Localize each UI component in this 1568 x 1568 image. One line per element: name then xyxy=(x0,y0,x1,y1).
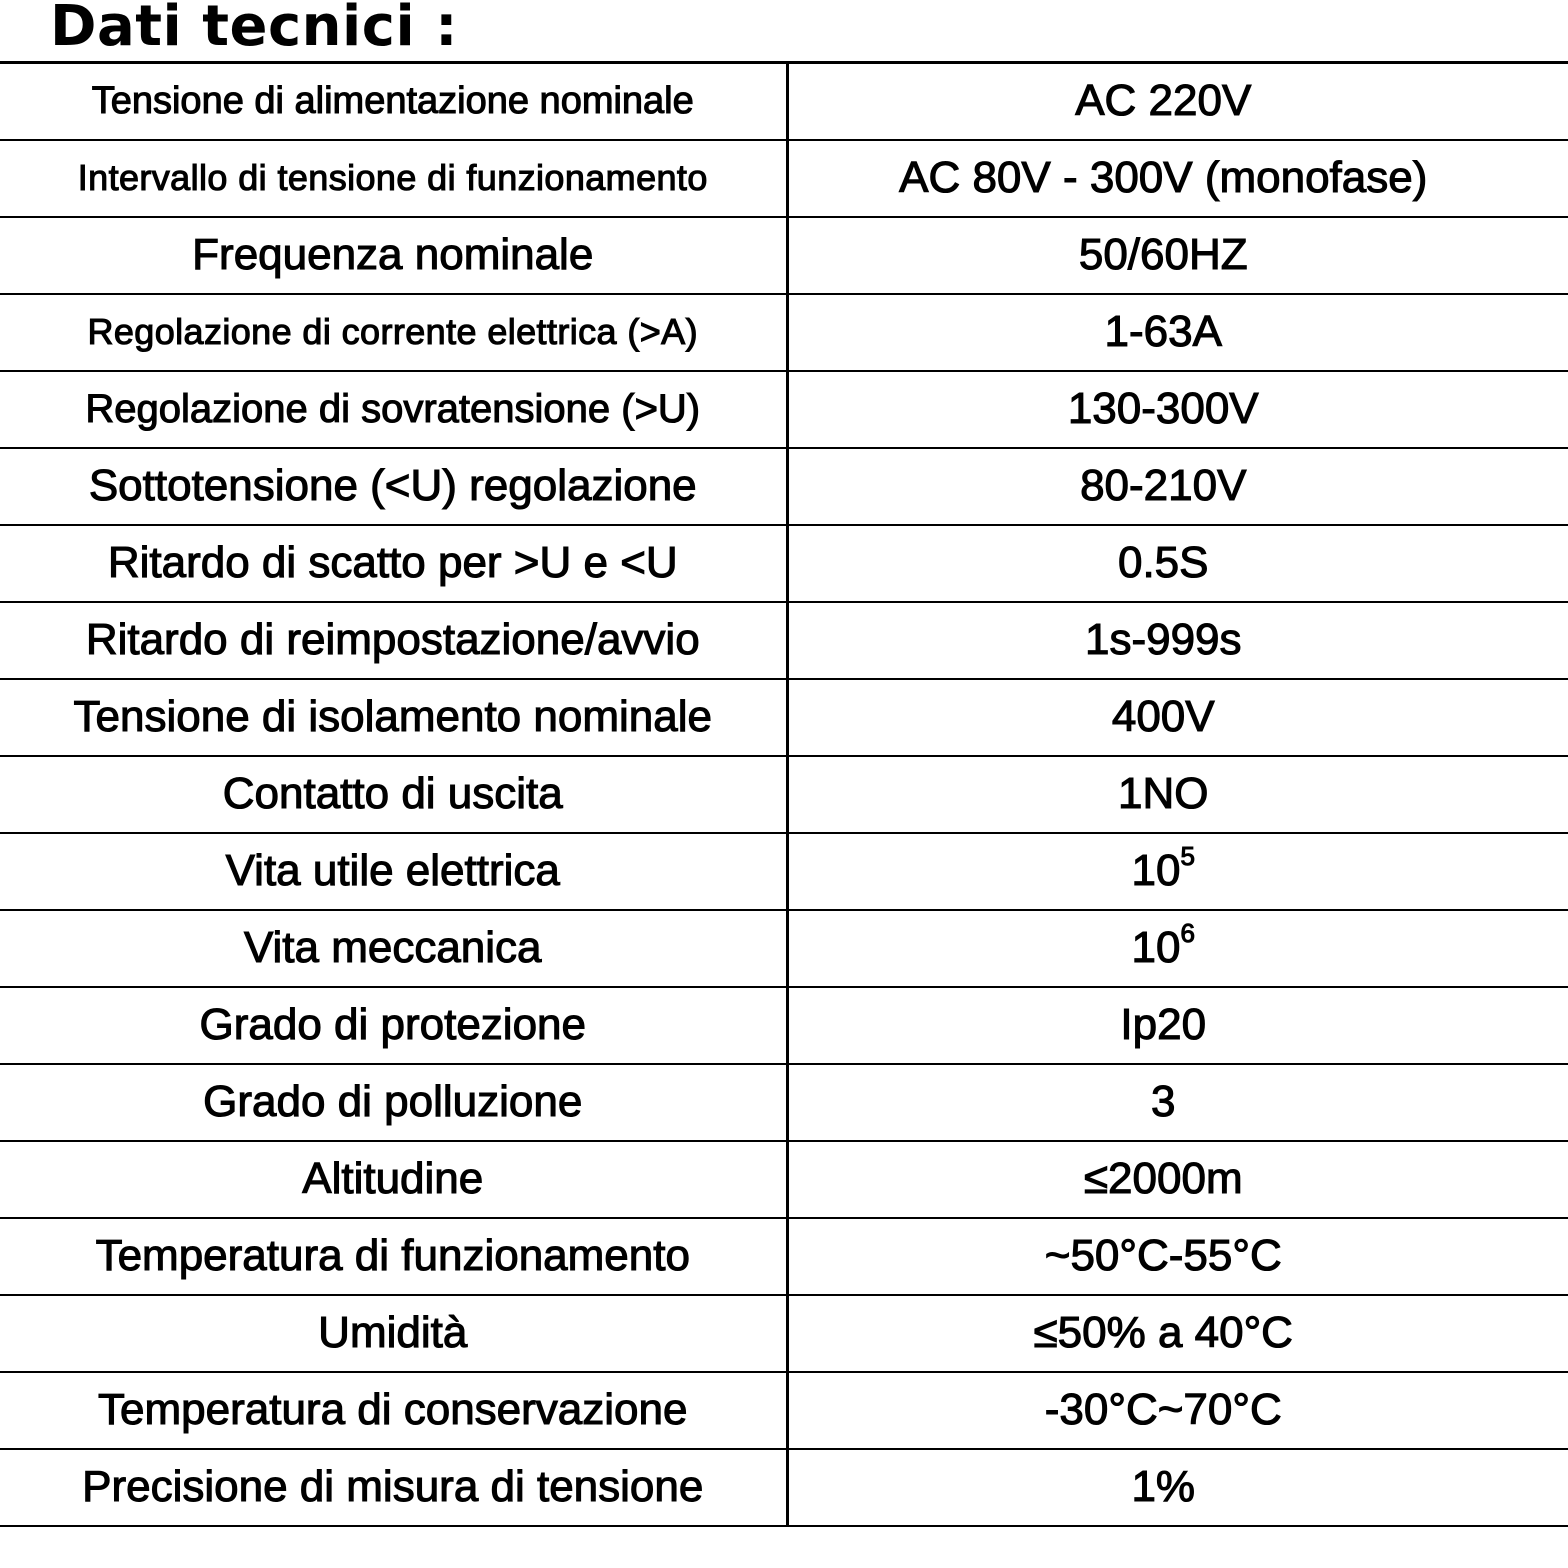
row-value: 1NO xyxy=(787,756,1568,833)
table-row xyxy=(0,1218,1568,1295)
row-value: 0.5S xyxy=(787,525,1568,602)
row-value: 1% xyxy=(787,1449,1568,1526)
row-label: Tensione di alimentazione nominale xyxy=(0,63,787,140)
table-row xyxy=(0,217,1568,294)
row-label: Altitudine xyxy=(0,1141,787,1218)
table-row xyxy=(0,1372,1568,1449)
table-row xyxy=(0,987,1568,1064)
technical-data-table xyxy=(0,61,1568,1527)
value-base: 10 xyxy=(1131,923,1181,972)
row-label: Intervallo di tensione di funzionamento xyxy=(0,140,787,217)
row-value: 130-300V xyxy=(787,371,1568,448)
value-base: 10 xyxy=(1131,846,1181,895)
table-row xyxy=(0,756,1568,833)
row-label: Frequenza nominale xyxy=(0,217,787,294)
row-label: Ritardo di scatto per >U e <U xyxy=(0,525,787,602)
row-label: Umidità xyxy=(0,1295,787,1372)
row-label: Regolazione di sovratensione (>U) xyxy=(0,371,787,448)
row-value: ≤50% a 40°C xyxy=(787,1295,1568,1372)
row-label: Contatto di uscita xyxy=(0,756,787,833)
row-value: 1s-999s xyxy=(787,602,1568,679)
row-value xyxy=(787,833,1568,910)
table-row xyxy=(0,140,1568,217)
row-label: Temperatura di funzionamento xyxy=(0,1218,787,1295)
table-row xyxy=(0,294,1568,371)
value-exponent: 5 xyxy=(1180,841,1195,871)
row-value: AC 80V - 300V (monofase) xyxy=(787,140,1568,217)
row-value: ≤2000m xyxy=(787,1141,1568,1218)
row-label: Tensione di isolamento nominale xyxy=(0,679,787,756)
table-row xyxy=(0,371,1568,448)
table-row xyxy=(0,679,1568,756)
row-label: Vita meccanica xyxy=(0,910,787,987)
row-label: Regolazione di corrente elettrica (>A) xyxy=(0,294,787,371)
table-row xyxy=(0,1295,1568,1372)
row-value xyxy=(787,910,1568,987)
row-value: 400V xyxy=(787,679,1568,756)
row-label: Sottotensione (<U) regolazione xyxy=(0,448,787,525)
table-row xyxy=(0,1141,1568,1218)
value-exponent: 6 xyxy=(1180,918,1195,948)
table-row xyxy=(0,63,1568,140)
row-value: Ip20 xyxy=(787,987,1568,1064)
row-value: 50/60HZ xyxy=(787,217,1568,294)
row-label: Grado di protezione xyxy=(0,987,787,1064)
row-value: ~50°C-55°C xyxy=(787,1218,1568,1295)
row-value: AC 220V xyxy=(787,63,1568,140)
row-value: 1-63A xyxy=(787,294,1568,371)
row-label: Temperatura di conservazione xyxy=(0,1372,787,1449)
row-label: Ritardo di reimpostazione/avvio xyxy=(0,602,787,679)
table-row xyxy=(0,910,1568,987)
row-label: Vita utile elettrica xyxy=(0,833,787,910)
table-row xyxy=(0,448,1568,525)
table-row xyxy=(0,602,1568,679)
row-label: Precisione di misura di tensione xyxy=(0,1449,787,1526)
row-value: 3 xyxy=(787,1064,1568,1141)
row-value: -30°C~70°C xyxy=(787,1372,1568,1449)
table-row xyxy=(0,1064,1568,1141)
table-row xyxy=(0,833,1568,910)
row-label: Grado di polluzione xyxy=(0,1064,787,1141)
row-value: 80-210V xyxy=(787,448,1568,525)
table-row xyxy=(0,1449,1568,1526)
page-title: Dati tecnici : xyxy=(50,0,459,59)
table-row xyxy=(0,525,1568,602)
